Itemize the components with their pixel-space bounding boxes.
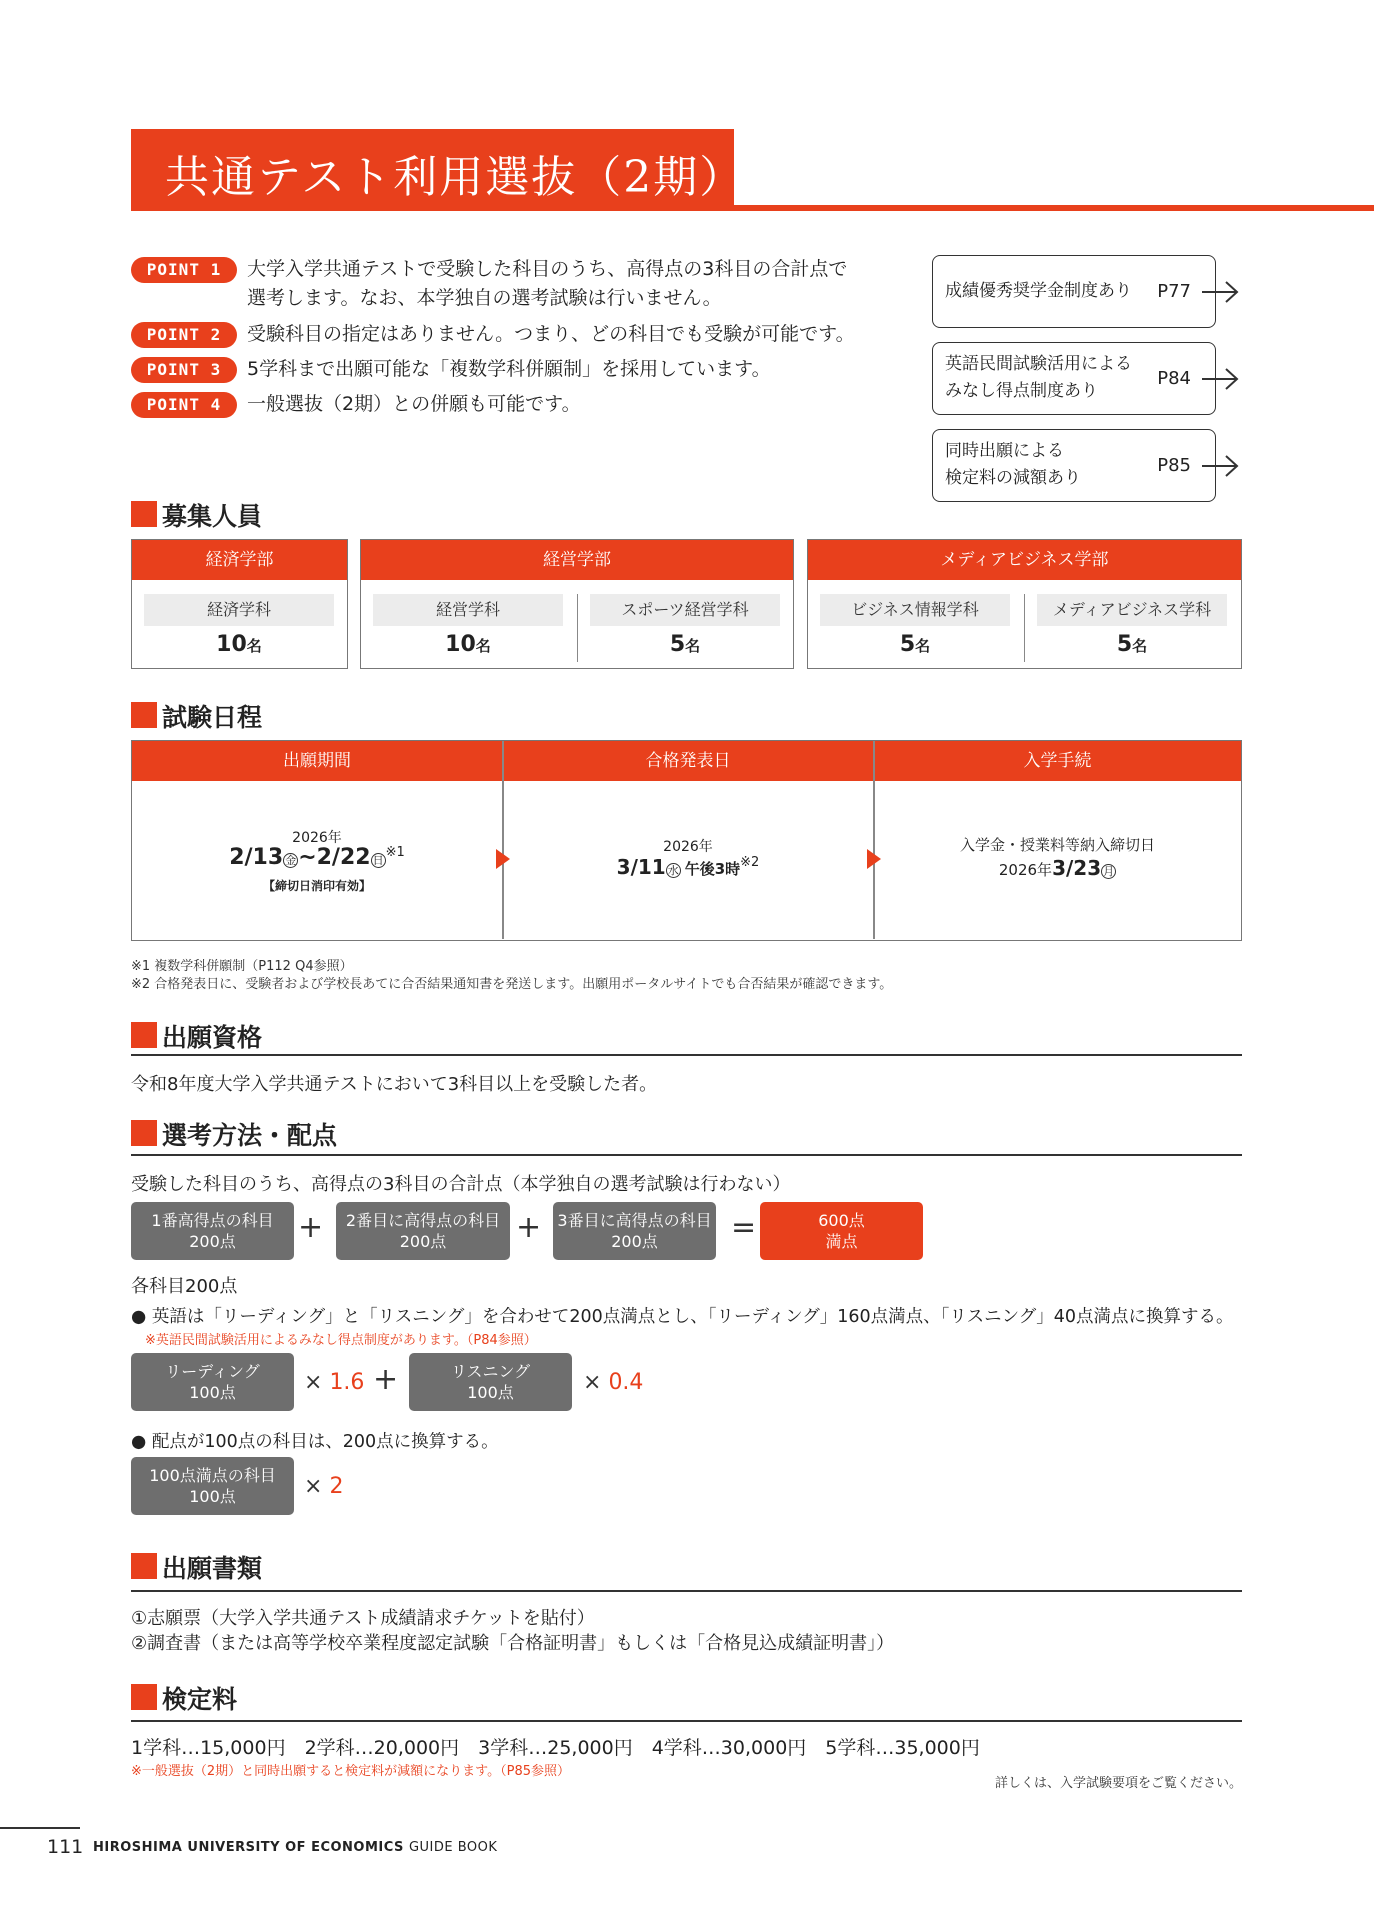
section-rule	[131, 1054, 1242, 1056]
reading-box	[131, 1353, 294, 1411]
times-sign: ×	[583, 1370, 602, 1395]
section-title-eligibility: 出願資格	[162, 1023, 263, 1052]
section-title-documents: 出願書類	[162, 1554, 263, 1583]
ref-english-page: P84	[1157, 368, 1191, 389]
dept-count-unit: 名	[1132, 637, 1148, 655]
section-marker	[131, 501, 157, 527]
ref-scholarship-page: P77	[1157, 281, 1191, 302]
faculty-economics	[131, 539, 348, 669]
dept-count	[1037, 632, 1227, 662]
ref-english-text-1: 英語民間試験活用による	[945, 354, 1132, 374]
dept-count	[590, 632, 780, 662]
listening-box	[409, 1353, 572, 1411]
dept-name: 経済学科	[144, 594, 334, 626]
section-marker	[131, 1022, 157, 1048]
hundred-point-label: 100点満点の科目	[149, 1466, 276, 1485]
announcement-day: 3/11	[616, 855, 666, 879]
weekday-badge: 日	[372, 854, 384, 867]
score-box-1st	[131, 1202, 294, 1260]
point-text-3: 5学科まで出願可能な「複数学科併願制」を採用しています。	[247, 358, 771, 380]
dept-count-unit: 名	[915, 637, 931, 655]
application-year: 2026年	[292, 830, 342, 846]
arrow-right-icon	[1202, 280, 1240, 304]
each-subject-note: 各科目200点	[131, 1276, 238, 1297]
dept-count-num: 10	[216, 632, 247, 657]
arrow-right-icon	[1202, 367, 1240, 391]
dept-count	[820, 632, 1010, 662]
eligibility-text: 令和8年度大学入学共通テストにおいて3科目以上を受験した者。	[131, 1074, 658, 1095]
ref-english	[932, 342, 1216, 415]
ref-fee	[932, 429, 1216, 502]
reading-label: リーディング	[165, 1362, 260, 1381]
dept-count-unit: 名	[246, 637, 262, 655]
application-end: 2/22	[316, 845, 371, 870]
dept-count-unit: 名	[685, 637, 701, 655]
enrollment-year: 2026年	[998, 861, 1053, 879]
score-box-label: 2番目に高得点の科目	[345, 1211, 501, 1230]
listening-factor: 0.4	[608, 1370, 644, 1395]
total-score-label: 満点	[825, 1232, 858, 1251]
point-badge-3: POINT 3	[131, 357, 237, 383]
times-sign: ×	[304, 1474, 323, 1499]
point-badge-1: POINT 1	[131, 257, 237, 283]
page-number: 111	[47, 1836, 84, 1858]
times-sign: ×	[304, 1370, 323, 1395]
footnote-2: ※2 合格発表日に、受験者および学校長あてに合否結果通知書を発送します。出願用ポータルサイトでも合否結果が確認できます。	[131, 977, 893, 992]
score-box-label: 1番高得点の科目	[151, 1211, 274, 1230]
section-marker	[131, 1684, 157, 1710]
fee-detail: 詳しくは、入学試験要項をご覧ください。	[994, 1776, 1242, 1791]
hundred-multiplier	[304, 1474, 343, 1499]
score-box-points: 200点	[399, 1232, 447, 1251]
faculty-name: 経済学部	[132, 540, 347, 580]
point-badge-2: POINT 2	[131, 322, 237, 348]
faculty-name: メディアビジネス学部	[808, 540, 1241, 580]
footnote-1: ※1 複数学科併願制（P112 Q4参照）	[131, 959, 353, 974]
method-intro: 受験した科目のうち、高得点の3科目の合計点（本学独自の選考試験は行わない）	[131, 1174, 791, 1195]
ref-fee-page: P85	[1157, 455, 1191, 476]
plus-sign: +	[373, 1362, 399, 1397]
dept-count	[373, 632, 563, 662]
point-text-1a: 大学入学共通テストで受験した科目のうち、高得点の3科目の合計点で	[247, 258, 848, 280]
announcement-date	[503, 855, 873, 879]
title-underline	[131, 205, 1374, 211]
fee-note: ※一般選抜（2期）と同時出願すると検定料が減額になります。（P85参照）	[131, 1764, 571, 1779]
english-conversion-note: ● 英語は「リーディング」と「リスニング」を合わせて200点満点とし、「リーディング」160点満点、「リスニング」40点満点に換算する。	[131, 1307, 1234, 1327]
ref-fee-text-2: 検定料の減額あり	[945, 468, 1081, 488]
hundred-factor: 2	[329, 1474, 344, 1499]
section-marker	[131, 1553, 157, 1579]
document-item-2: ②調査書（または高等学校卒業程度認定試験「合格証明書」もしくは「合格見込成績証明書」）	[131, 1633, 895, 1654]
score-box-points: 200点	[611, 1232, 658, 1251]
weekday-badge: 水	[667, 864, 679, 877]
score-box-label: 3番目に高得点の科目	[557, 1211, 712, 1230]
date-range-tilde: ~	[298, 845, 317, 870]
footer-brand	[93, 1840, 497, 1855]
dept-count-num: 5	[1116, 632, 1133, 657]
equals-sign: =	[731, 1210, 757, 1245]
section-title-schedule: 試験日程	[162, 703, 263, 732]
arrow-right-icon	[1202, 454, 1240, 478]
listening-label: リスニング	[450, 1362, 531, 1381]
point-text-2: 受験科目の指定はありません。つまり、どの科目でも受験が可能です。	[247, 323, 855, 345]
fee-text: 1学科…15,000円 2学科…20,000円 3学科…25,000円 4学科…30,000円 5学科…35,000円	[131, 1737, 980, 1759]
ref-scholarship-text: 成績優秀奨学金制度あり	[945, 281, 1132, 301]
section-title-fee: 検定料	[162, 1685, 238, 1714]
faculty-name: 経営学部	[361, 540, 793, 580]
section-rule	[131, 1154, 1242, 1156]
score-box-points: 200点	[189, 1232, 236, 1251]
footer-brand-name: HIROSHIMA UNIVERSITY OF ECONOMICS	[93, 1840, 404, 1855]
enrollment-day: 3/23	[1052, 856, 1102, 880]
dept-name: スポーツ経営学科	[590, 594, 780, 626]
section-marker	[131, 702, 157, 728]
section-rule	[131, 1720, 1242, 1722]
score-box-3rd	[553, 1202, 716, 1260]
hundred-point-points: 100点	[189, 1487, 236, 1506]
announcement-year: 2026年	[663, 839, 713, 855]
section-marker	[131, 1120, 157, 1146]
dept-count-num: 5	[669, 632, 686, 657]
faculty-media-business	[807, 539, 1242, 669]
announcement-time: 午後3時	[684, 860, 741, 878]
point-text-4: 一般選抜（2期）との併願も可能です。	[247, 393, 581, 415]
application-start: 2/13	[229, 845, 284, 870]
point-badge-4: POINT 4	[131, 392, 237, 418]
dept-count-num: 10	[445, 632, 476, 657]
point-text-1b: 選考します。なお、本学独自の選考試験は行いません。	[247, 287, 722, 309]
document-item-1: ①志願票（大学入学共通テスト成績請求チケットを貼付）	[131, 1608, 595, 1629]
section-rule	[131, 1590, 1242, 1592]
reading-multiplier	[304, 1370, 364, 1395]
schedule-head-announcement: 合格発表日	[503, 741, 873, 781]
dept-name: メディアビジネス学科	[1037, 594, 1227, 626]
footnote-mark: ※2	[740, 855, 760, 870]
convert-note: ● 配点が100点の科目は、200点に換算する。	[131, 1432, 499, 1452]
enrollment-deadline	[874, 856, 1241, 880]
schedule-table	[131, 740, 1242, 941]
application-dates	[132, 845, 502, 870]
ref-fee-text-1: 同時出願による	[945, 441, 1064, 461]
hundred-point-box	[131, 1457, 294, 1515]
ref-scholarship	[932, 255, 1216, 328]
weekday-badge: 金	[285, 854, 297, 867]
schedule-head-application: 出願期間	[132, 741, 502, 781]
schedule-head-enrollment: 入学手続	[874, 741, 1241, 781]
reading-factor: 1.6	[329, 1370, 365, 1395]
dept-count-unit: 名	[475, 637, 491, 655]
ref-english-text-2: みなし得点制度あり	[945, 381, 1098, 401]
listening-points: 100点	[467, 1383, 514, 1402]
score-box-2nd	[336, 1202, 510, 1260]
english-subnote: ※英語民間試験活用によるみなし得点制度があります。（P84参照）	[145, 1333, 537, 1348]
total-score: 600点	[818, 1211, 865, 1230]
dept-count-num: 5	[899, 632, 916, 657]
dept-name: ビジネス情報学科	[820, 594, 1010, 626]
dept-count	[144, 632, 334, 662]
page-title: 共通テスト利用選抜（2期）	[165, 152, 746, 203]
footnote-mark: ※1	[385, 845, 405, 860]
weekday-badge: 月	[1103, 865, 1115, 878]
footer-rule	[0, 1827, 80, 1829]
plus-sign: +	[298, 1210, 324, 1245]
dept-name: 経営学科	[373, 594, 563, 626]
footer-brand-suffix: GUIDE BOOK	[408, 1840, 498, 1855]
postmark-note: 【締切日消印有効】	[262, 879, 371, 893]
total-score-box	[760, 1202, 923, 1260]
plus-sign: +	[516, 1210, 542, 1245]
section-title-recruit: 募集人員	[162, 502, 263, 531]
enrollment-label: 入学金・授業料等納入締切日	[959, 836, 1155, 854]
dept-divider	[1024, 594, 1025, 662]
reading-points: 100点	[189, 1383, 236, 1402]
faculty-management	[360, 539, 794, 669]
section-title-method: 選考方法・配点	[162, 1121, 338, 1150]
listening-multiplier	[583, 1370, 643, 1395]
dept-divider	[577, 594, 578, 662]
